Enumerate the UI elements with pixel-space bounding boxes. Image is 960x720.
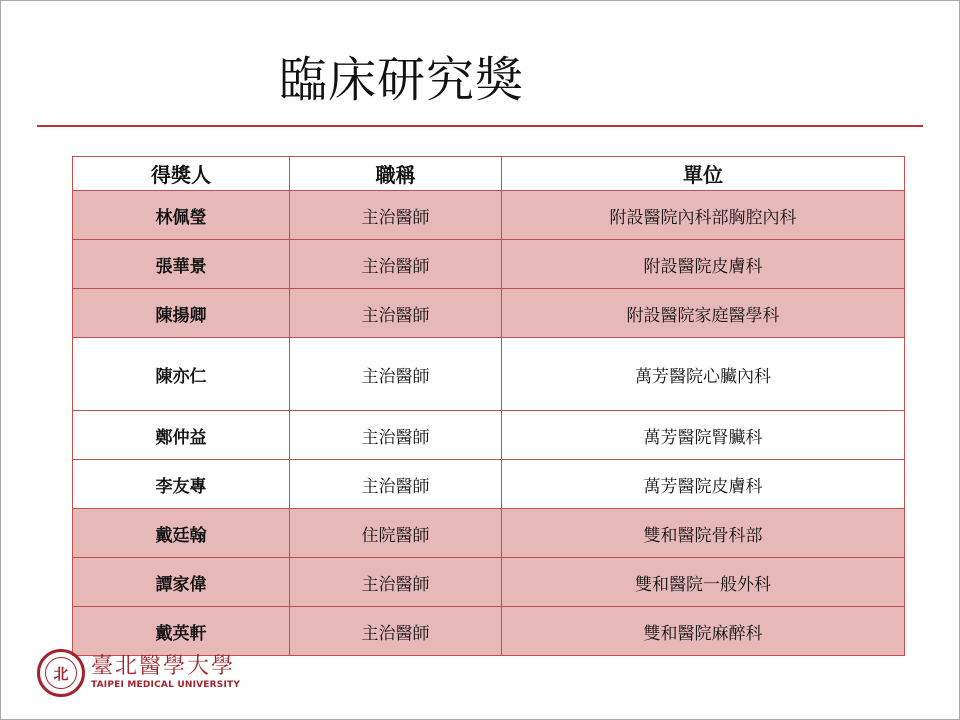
university-seal-icon [37,649,85,697]
cell-unit: 附設醫院家庭醫學科 [502,289,905,338]
title-divider [37,125,923,127]
cell-unit: 雙和醫院麻醉科 [502,607,905,656]
table-row [73,558,905,607]
cell-awardee-name: 戴英軒 [73,607,290,656]
cell-unit: 雙和醫院骨科部 [502,509,905,558]
cell-job-title: 主治醫師 [290,460,502,509]
cell-awardee-name: 李友專 [73,460,290,509]
table-row [73,460,905,509]
table-row [73,240,905,289]
cell-job-title: 住院醫師 [290,509,502,558]
slide-title: 臨床研究獎 [279,52,525,108]
cell-awardee-name: 戴廷翰 [73,509,290,558]
cell-job-title: 主治醫師 [290,240,502,289]
cell-unit: 萬芳醫院腎臟科 [502,411,905,460]
cell-job-title: 主治醫師 [290,607,502,656]
cell-unit: 雙和醫院一般外科 [502,558,905,607]
seal-emblem: 北 [45,657,77,689]
table-row [73,191,905,240]
cell-job-title: 主治醫師 [290,558,502,607]
cell-awardee-name: 陳揚卿 [73,289,290,338]
cell-unit: 萬芳醫院心臟內科 [502,338,905,411]
logo-wordmark [91,655,240,691]
cell-job-title: 主治醫師 [290,338,502,411]
university-logo [37,649,240,697]
table-header-row [73,157,905,191]
cell-awardee-name: 陳亦仁 [73,338,290,411]
cell-job-title: 主治醫師 [290,411,502,460]
logo-name-chinese: 臺北醫學大學 [91,654,236,679]
awards-table [72,156,905,656]
cell-awardee-name: 林佩瑩 [73,191,290,240]
table-row [73,289,905,338]
header-unit: 單位 [502,157,905,191]
header-job-title: 職稱 [290,157,502,191]
cell-awardee-name: 鄭仲益 [73,411,290,460]
cell-unit: 附設醫院皮膚科 [502,240,905,289]
cell-job-title: 主治醫師 [290,289,502,338]
table-row [73,338,905,411]
cell-job-title: 主治醫師 [290,191,502,240]
logo-name-english: TAIPEI MEDICAL UNIVERSITY [91,680,241,690]
cell-unit: 萬芳醫院皮膚科 [502,460,905,509]
cell-awardee-name: 譚家偉 [73,558,290,607]
cell-unit: 附設醫院內科部胸腔內科 [502,191,905,240]
header-awardee: 得獎人 [73,157,290,191]
table-row [73,509,905,558]
table-row [73,411,905,460]
cell-awardee-name: 張華景 [73,240,290,289]
